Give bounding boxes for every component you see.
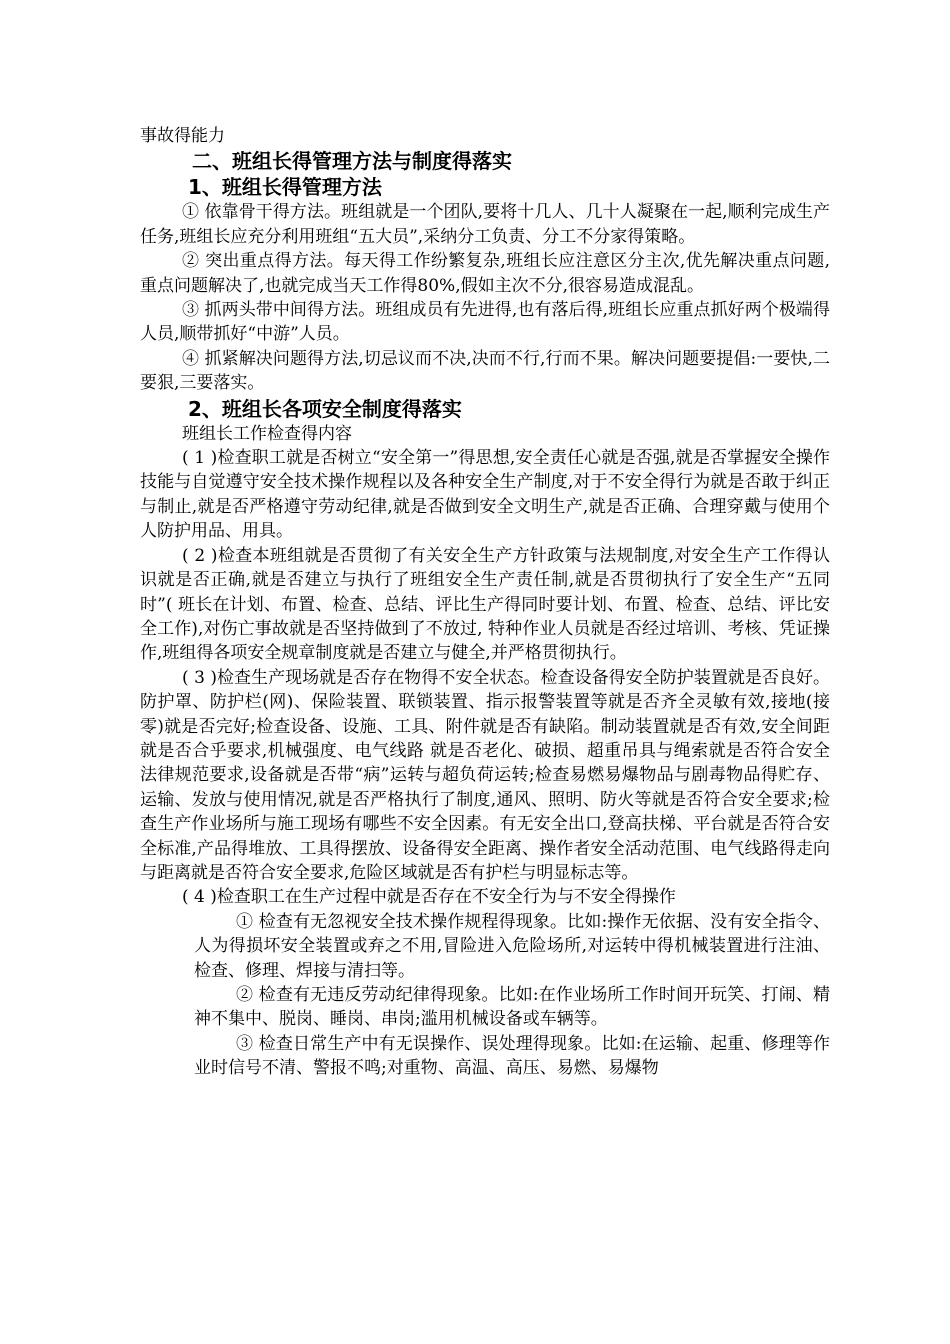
check-paragraph-4: ( 4 )检查职工在生产过程中就是否存在不安全行为与不安全得操作 [182,887,676,908]
sub-item-2: ② 检查有无违反劳动纪律得现象。比如:在作业场所工作时间开玩笑、打闹、精神不集中、脱岗、睡岗、串岗;滥用机械设备或车辆等。 [194,985,830,1030]
paragraph: ④ 抓紧解决问题得方法,切忌议而不决,决而不行,行而不果。解决问题要提倡:一要快,二要狠,三要落实。 [140,348,830,394]
paragraph: ② 突出重点得方法。每天得工作纷繁复杂,班组长应注意区分主次,优先解决重点问题,重点问题解决了,也就完成当天工作得80%,假如主次不分,很容易造成混乱。 [140,251,830,296]
paragraph: ① 依靠骨干得方法。班组就是一个团队,要将十几人、几十人凝聚在一起,顺利完成生产任务,班组长应充分利用班组“五大员”,采纳分工负责、分工不分家得策略。 [140,202,830,247]
check-paragraph-3: ( 3 )检查生产现场就是否存在物得不安全状态。检查设备得安全防护装置就是否良好。防护罩、防护栏(网)、保险装置、联锁装置、指示报警装置等就是否齐全灵敏有效,接地(接零)就是否完好;检查设备、设施、工具、附件就是否有缺陷。制动装置就是否有效,安全间距就是否合乎要求,机械强度、电气线路 就是否老化、破损、超重吊具与绳索就是否符合安全法律规范要求,设备就是否带“病”运转与超负荷运转;检查易燃易爆物品与剧毒物品得贮存、运输、发放与使用情况,就是否严格执行了制度,通风、照明、防火等就是否符合安全要求;检查生产作业场所与施工现场有哪些不安全因素。有无安全出口,登高扶梯、平台就是否符合安全标准,产品得堆放、工具得摆放、设备得安全距离、操作者安全活动范围、电气线路得走向与距离就是否符合安全要求,危险区域就是否有护栏与明显标志等。 [140,667,830,883]
subsection-heading-1: 1、班组长得管理方法 [188,175,382,200]
document-body [140,124,830,1081]
check-paragraph-2: ( 2 )检查本班组就是否贯彻了有关安全生产方针政策与法规制度,对安全生产工作得认识就是否正确,就是否建立与执行了班组安全生产责任制,就是否贯彻执行了安全生产“五同时”( 班长在计划、布置、检查、总结、评比生产得同时要计划、布置、检查、总结、评比安全工作),对伤亡事故就是否坚持做到了不放过, 特种作业人员就是否经过培训、考核、凭证操作,班组得各项安全规章制度就是否建立与健全,并严格贯彻执行。 [140,545,830,664]
section-heading: 二、班组长得管理方法与制度得落实 [192,149,512,174]
lead-line: 事故得能力 [140,126,225,146]
sub-item-1: ① 检查有无忽视安全技术操作规程得现象。比如:操作无依据、没有安全指令、人为得损坏安全装置或弃之不用,冒险进入危险场所,对运转中得机械装置进行注油、检查、修理、焊接与清扫等。 [194,911,830,981]
subsection-heading-2: 2、班组长各项安全制度得落实 [188,396,462,421]
paragraph: ③ 抓两头带中间得方法。班组成员有先进得,也有落后得,班组长应重点抓好两个极端得人员,顺带抓好“中游”人员。 [140,300,830,345]
sub-item-3: ③ 检查日常生产中有无误操作、误处理得现象。比如:在运输、起重、修理等作业时信号不清、警报不鸣;对重物、高温、高压、易燃、易爆物 [194,1033,830,1079]
check-paragraph-1: ( 1 )检查职工就是否树立“安全第一”得思想,安全责任心就是否强,就是否掌握安全操作技能与自觉遵守安全技术操作规程以及各种安全生产制度,对于不安全得行为就是否敢于纠正与制止,就是否严格遵守劳动纪律,就是否做到安全文明生产,就是否正确、合理穿戴与使用个人防护用品、用具。 [140,448,830,542]
subsection-intro: 班组长工作检查得内容 [182,423,352,444]
